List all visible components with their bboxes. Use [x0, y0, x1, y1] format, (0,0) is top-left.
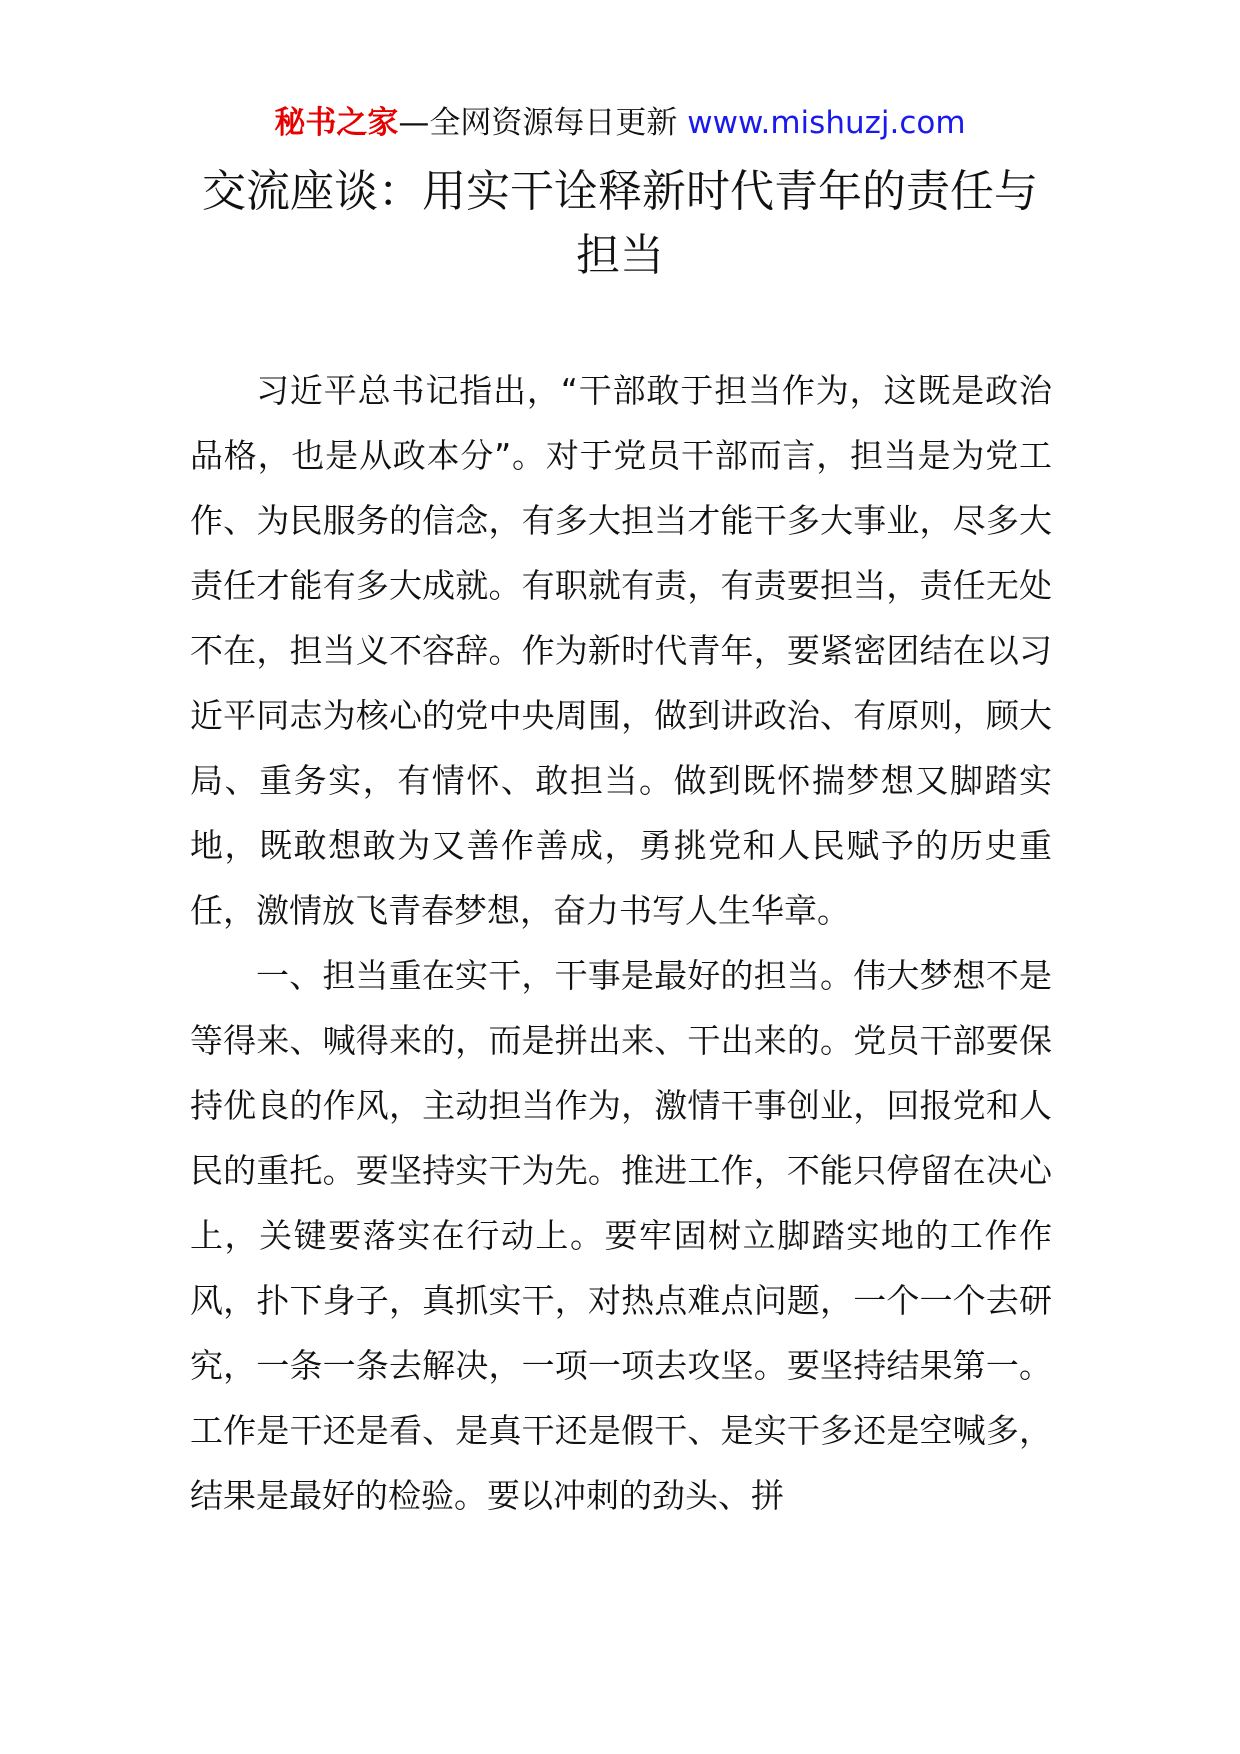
site-slogan: —全网资源每日更新 [398, 105, 688, 141]
site-brand: 秘书之家 [274, 105, 399, 141]
document-title: 交流座谈：用实干诠释新时代青年的责任与担当 [202, 166, 1038, 281]
paragraph-intro: 习近平总书记指出，“干部敢于担当作为，这既是政治品格，也是从政本分”。对于党员干部而言，担当是为党工作、为民服务的信念，有多大担当才能干多大事业，尽多大责任才能有多大成就。有职就有责，有责要担当，责任无处不在，担当义不容辞。作为新时代青年，要紧密团结在以习近平同志为核心的党中央周围，做到讲政治、有原则，顾大局、重务实，有情怀、敢担当。做到既怀揣梦想又脚踏实地，既敢想敢为又善作善成，勇挑党和人民赋予的历史重任，激情放飞青春梦想，奋力书写人生华章。 [190, 371, 1052, 930]
site-header [0, 100, 1240, 146]
paragraph-section-one: 一、担当重在实干，干事是最好的担当。伟大梦想不是等得来、喊得来的，而是拼出来、干出来的。党员干部要保持优良的作风，主动担当作为，激情干事创业，回报党和人民的重托。要坚持实干为先。推进工作，不能只停留在决心上，关键要落实在行动上。要牢固树立脚踏实地的工作作风，扑下身子，真抓实干，对热点难点问题，一个一个去研究，一条一条去解决，一项一项去攻坚。要坚持结果第一。工作是干还是看、是真干还是假干、是实干多还是空喊多，结果是最好的检验。要以冲刺的劲头、拼 [190, 956, 1052, 1515]
document-body [190, 358, 1052, 1528]
site-url-link[interactable]: www.mishuzj.com [687, 105, 966, 141]
